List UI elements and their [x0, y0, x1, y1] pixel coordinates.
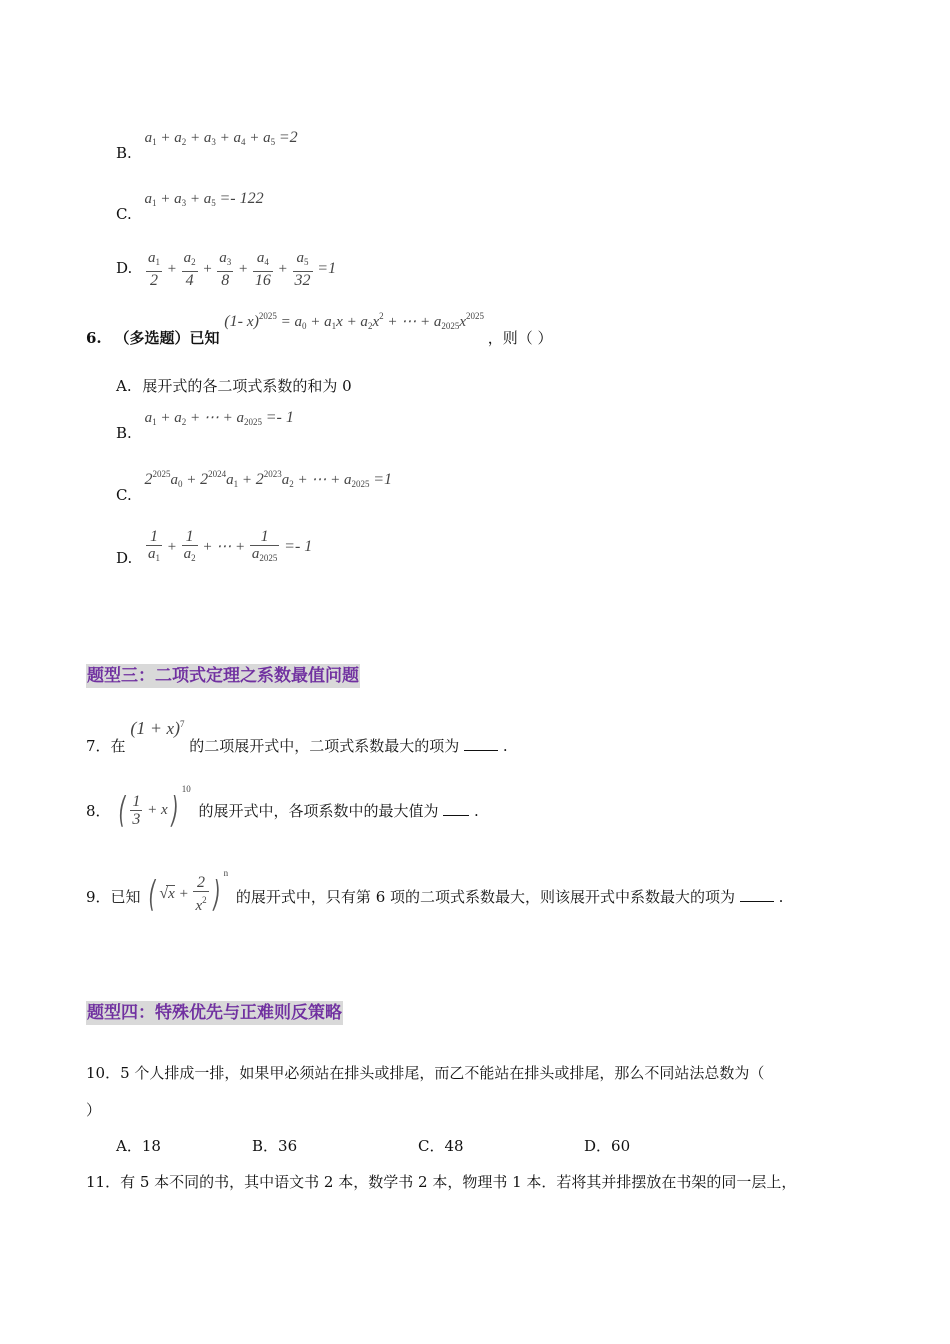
q6-option-b: [116, 408, 294, 442]
q10-option-b: B．36: [252, 1137, 298, 1155]
q6-number: 6.: [86, 329, 102, 347]
q5-c-label: C.: [116, 205, 132, 223]
q9-formula: ( √x + $\frac{2}{x^2}$ )$^n$: [148, 868, 229, 916]
q7-text: 的二项展开式中，二项式系数最大的项为: [189, 737, 460, 755]
q6-a-label: A.: [116, 377, 132, 395]
q10-text: 10．5 个人排成一排，如果甲必须站在排头或排尾，而乙不能站在排头或排尾，那么不同站法总数为（: [86, 1064, 765, 1082]
q6-option-d: [116, 528, 312, 567]
q6-stem: [86, 310, 553, 347]
q10-option-d: D．60: [584, 1137, 631, 1155]
q8-number: 8．: [86, 802, 111, 820]
q9-text: 的展开式中，只有第 6 项的二项式系数最大，则该展开式中系数最大的项为: [235, 888, 736, 906]
q6-d-label: D.: [116, 548, 133, 567]
q7: [86, 718, 508, 755]
q6-c-formula: $2^{2025}a_0 + 2^{2024}a_1 + 2^{2023}a_2$ + ⋯ + $a_{2025} =1$: [144, 469, 393, 489]
q7-number: 7．在: [86, 737, 126, 755]
q6-option-a: [116, 375, 352, 396]
q5-option-c: [116, 189, 264, 223]
q9-end: .: [778, 888, 784, 906]
q5-c-formula: $a_1 + a_3 + a_5 =- 122$: [144, 190, 264, 208]
q5-b-label: B.: [116, 144, 132, 162]
q11-text: 11．有 5 本不同的书，其中语文书 2 本，数学书 2 本，物理书 1 本．若将其并排摆放在书架的同一层上，: [86, 1173, 797, 1191]
q7-answer-blank[interactable]: [464, 736, 498, 751]
section4-heading: 题型四：特殊优先与正难则反策略: [87, 1003, 342, 1023]
q5-b-formula: $a_1 + a_2 + a_3 + a_4 + a_5 =2$: [144, 129, 298, 147]
q8-end: .: [474, 802, 479, 820]
q6-type: （多选题）已知: [114, 329, 220, 347]
q6-option-c: [116, 469, 393, 504]
q5-d-formula: $\frac{a_1}{2}$ + $\frac{a_2}{4}$ + $\frac{a_3}{8}$ + $\frac{a_4}{16}$ + $\frac{a_5}{32}$ =1: [148, 250, 337, 289]
q8-formula: ( $\frac{1}{3}$ + x)$^{10}$: [118, 784, 191, 832]
q6-a-text: 展开式的各二项式系数的和为 0: [142, 377, 352, 395]
q6-d-formula: $\frac{1}{a_1}$ + $\frac{1}{a_2}$ + ⋯ + $\frac{1}{a_{2025}}$ =- 1: [148, 528, 313, 563]
q6-b-label: B.: [116, 424, 132, 442]
q8-text: 的展开式中，各项系数中的最大值为: [198, 802, 439, 820]
q6-b-formula: $a_1 + a_2$ + ⋯ + $a_{2025} =- 1$: [144, 409, 294, 427]
q9: [86, 868, 783, 915]
q10-option-c: C．48: [418, 1137, 464, 1155]
q10-close: ）: [86, 1101, 102, 1119]
section3-heading: 题型三：二项式定理之系数最值问题: [87, 666, 359, 686]
q6-c-label: C.: [116, 486, 132, 504]
q5-option-d: [116, 250, 336, 289]
q8: [86, 784, 479, 831]
q9-answer-blank[interactable]: [740, 887, 774, 902]
q6-tail: ，则（ ）: [487, 329, 553, 347]
q9-number: 9．已知: [86, 888, 141, 906]
q7-formula: $(1 + x)^7$: [130, 718, 185, 738]
q6-formula: (1- $x)^{2025} = a_0 + a_1x + a_2x^2$ + ⋯ + $a_{2025}x^{2025}$: [224, 311, 485, 331]
q10-option-a: A．18: [116, 1137, 161, 1155]
q8-answer-blank[interactable]: [443, 801, 469, 816]
q5-option-b: [116, 128, 298, 162]
q5-d-label: D.: [116, 258, 133, 277]
q7-end: .: [502, 737, 508, 755]
